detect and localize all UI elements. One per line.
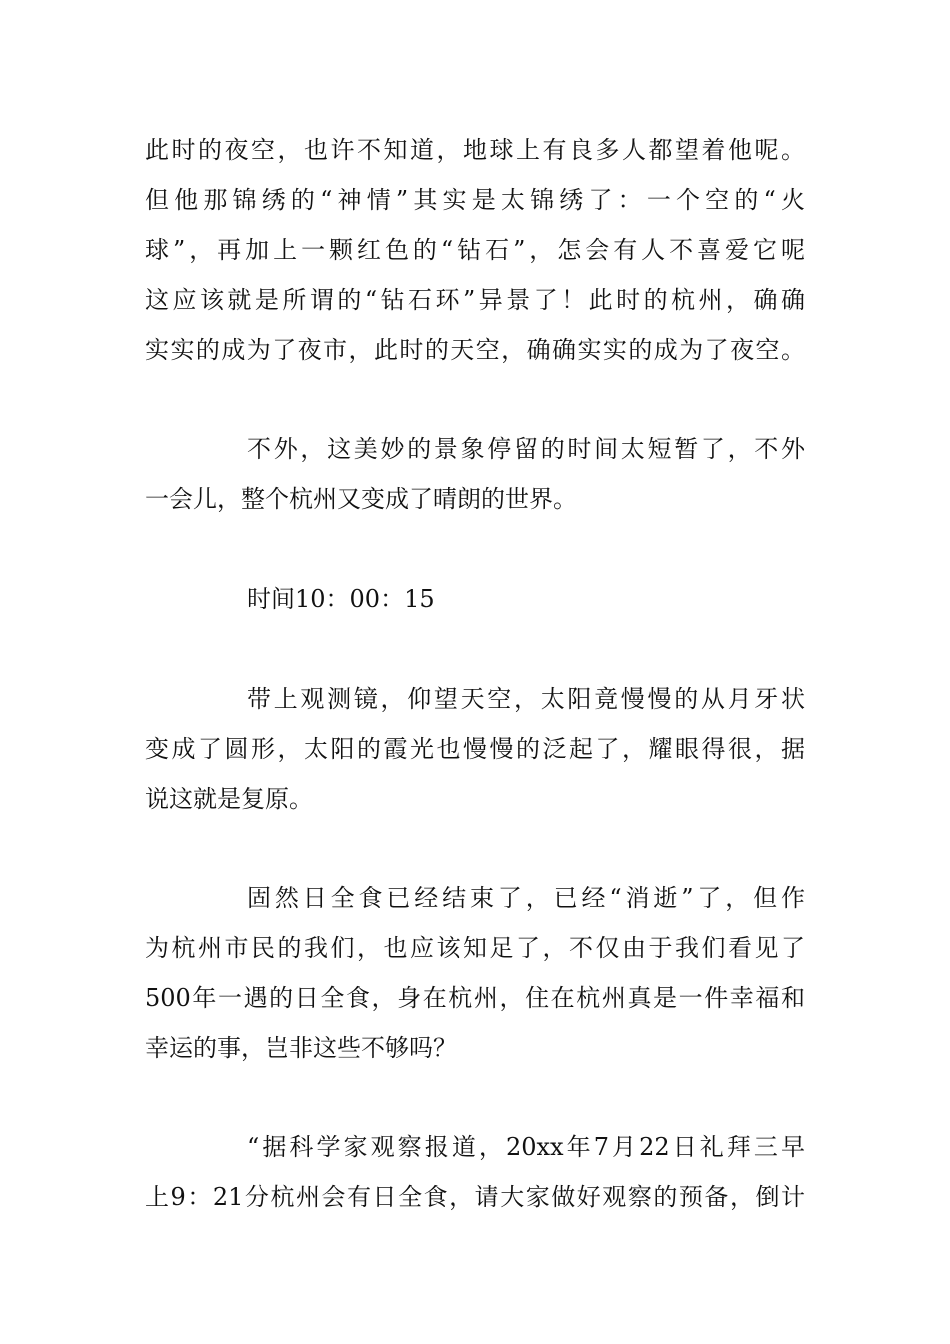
paragraph-line: 此时的夜空，也许不知道，地球上有良多人都望着他呢。 — [145, 136, 805, 164]
paragraph-line: 带上观测镜，仰望天空，太阳竟慢慢的从月牙状 — [247, 685, 805, 713]
paragraph-line: “据科学家观察报道，20xx年7月22日礼拜三早 — [247, 1133, 805, 1161]
paragraph-line: 上9：21分杭州会有日全食，请大家做好观察的预备，倒计 — [145, 1183, 805, 1211]
paragraph-line: 变成了圆形，太阳的霞光也慢慢的泛起了，耀眼得很，据 — [145, 735, 805, 763]
time-stamp-line: 时间10：00：15 — [247, 585, 435, 613]
paragraph-line: 幸运的事，岂非这些不够吗？ — [145, 1034, 457, 1062]
paragraph-line: 为杭州市民的我们，也应该知足了，不仅由于我们看见了 — [145, 934, 805, 962]
paragraph-line: 实实的成为了夜市，此时的天空，确确实实的成为了夜空。 — [145, 336, 805, 364]
paragraph-line: 这应该就是所谓的“钻石环”异景了！此时的杭州，确确 — [145, 286, 805, 314]
paragraph-line: 说这就是复原。 — [145, 785, 313, 813]
paragraph-line: 球”，再加上一颗红色的“钻石”，怎会有人不喜爱它呢 — [145, 236, 805, 264]
paragraph-line: 500年一遇的日全食，身在杭州，住在杭州真是一件幸福和 — [145, 984, 805, 1012]
paragraph-line: 固然日全食已经结束了，已经“消逝”了，但作 — [247, 884, 805, 912]
paragraph-line: 一会儿，整个杭州又变成了晴朗的世界。 — [145, 485, 577, 513]
paragraph-line: 但他那锦绣的“神情”其实是太锦绣了：一个空的“火 — [145, 186, 805, 214]
paragraph-line: 不外，这美妙的景象停留的时间太短暂了，不外 — [247, 435, 805, 463]
